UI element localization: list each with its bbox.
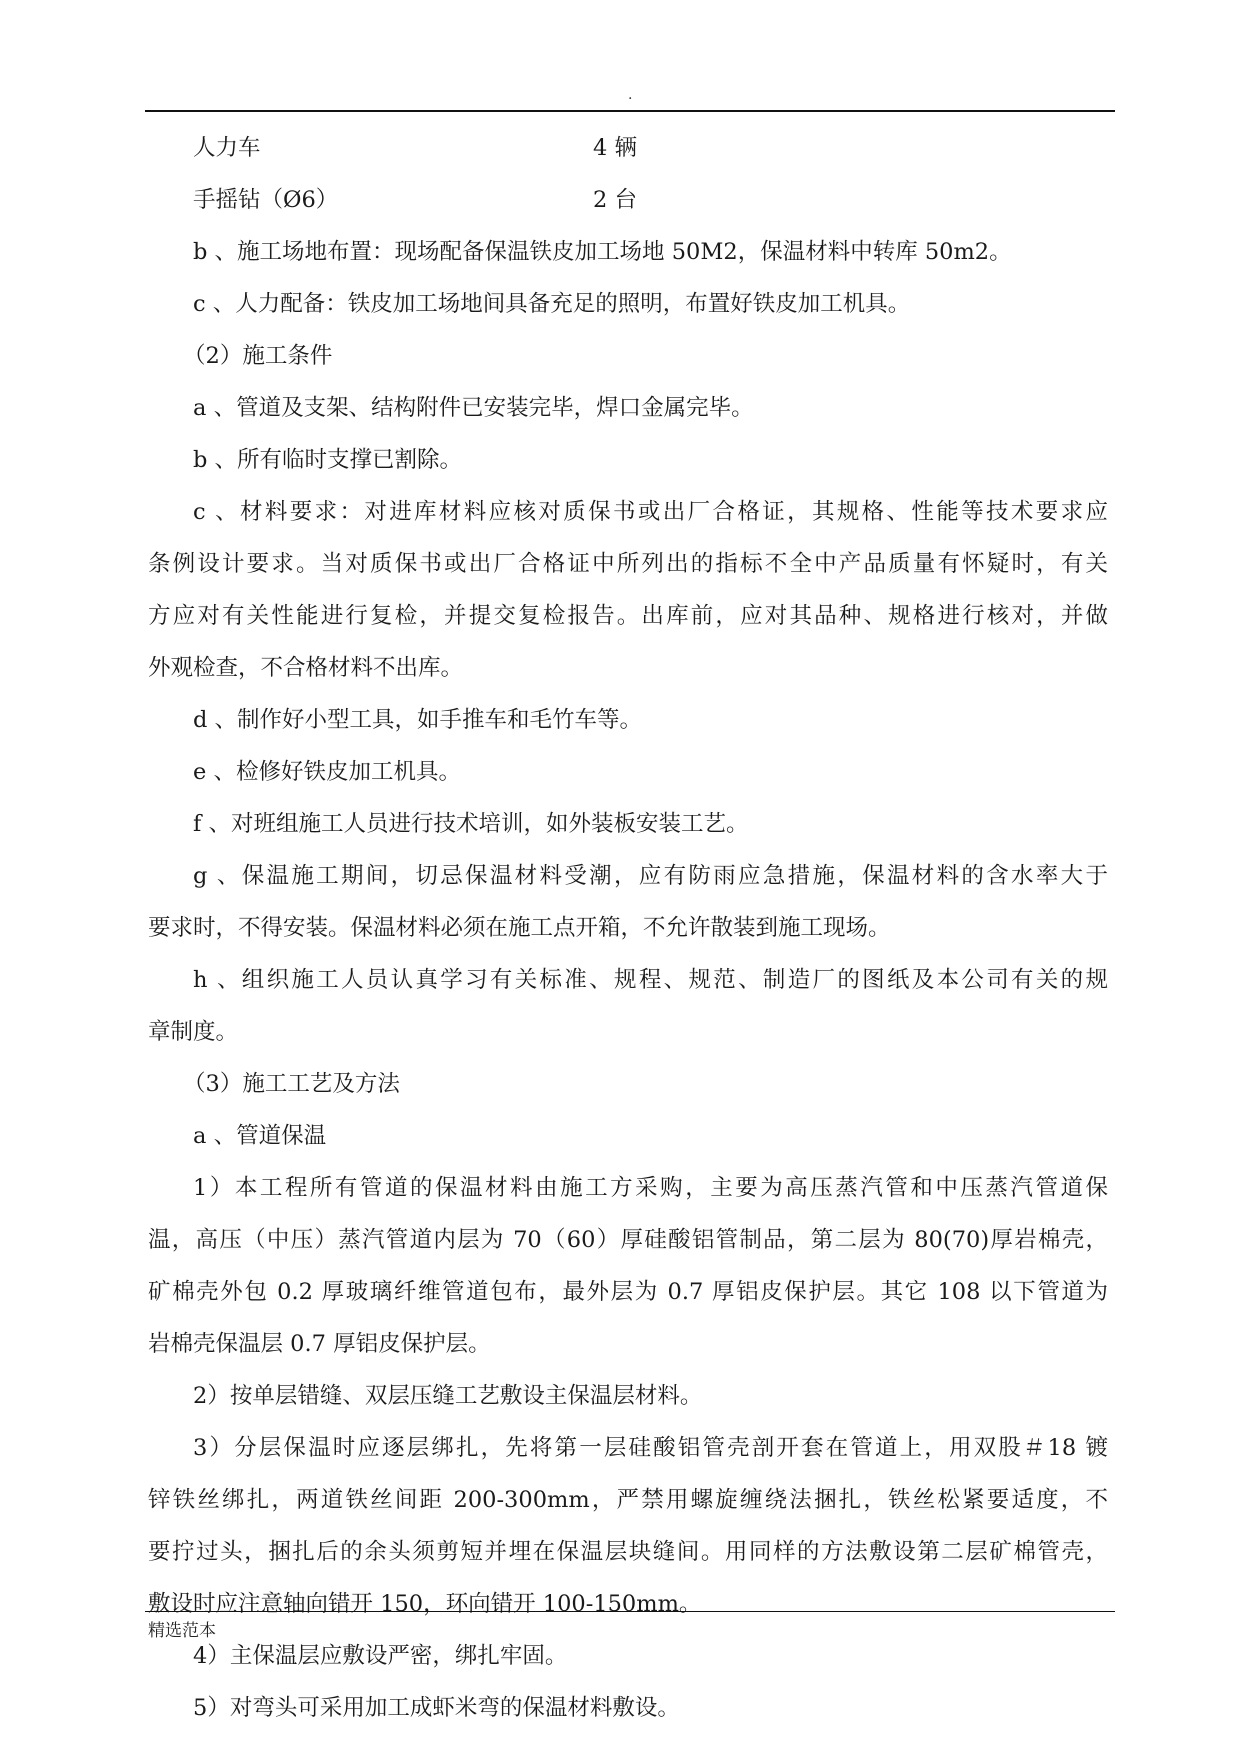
header-rule xyxy=(145,110,1115,112)
equipment-qty: 2 台 xyxy=(593,187,637,213)
paragraph-line: d 、制作好小型工具，如手推车和毛竹车等。 xyxy=(193,707,643,733)
equipment-name: 人力车 xyxy=(193,135,261,161)
section-heading: （2）施工条件 xyxy=(183,343,333,369)
document-body xyxy=(148,122,1108,1734)
paragraph-line: 4）主保温层应敷设严密，绑扎牢固。 xyxy=(193,1643,568,1669)
paragraph-line: 岩棉壳保温层 0.7 厚铝皮保护层。 xyxy=(148,1331,491,1357)
footer-rule xyxy=(145,1611,1115,1612)
paragraph-line: 方应对有关性能进行复检，并提交复检报告。出库前，应对其品种、规格进行核对，并做 xyxy=(148,603,1108,629)
footer-label: 精选范本 xyxy=(148,1621,216,1641)
paragraph-line: g 、保温施工期间，切忌保温材料受潮，应有防雨应急措施，保温材料的含水率大于 xyxy=(193,863,1108,889)
paragraph-line: 条例设计要求。当对质保书或出厂合格证中所列出的指标不全中产品质量有怀疑时，有关 xyxy=(148,551,1108,577)
paragraph-line: 要拧过头，捆扎后的余头须剪短并埋在保温层块缝间。用同样的方法敷设第二层矿棉管壳， xyxy=(148,1539,1108,1565)
equipment-qty: 4 辆 xyxy=(593,135,637,161)
paragraph-line: 2）按单层错缝、双层压缝工艺敷设主保温层材料。 xyxy=(193,1383,703,1409)
paragraph-line: 锌铁丝绑扎，两道铁丝间距 200-300mm，严禁用螺旋缠绕法捆扎，铁丝松紧要适度，不 xyxy=(148,1487,1108,1513)
equipment-name: 手摇钻（Ø6） xyxy=(193,187,339,213)
header-mark: . xyxy=(628,87,633,103)
section-heading: （3）施工工艺及方法 xyxy=(183,1071,400,1097)
paragraph-line: e 、检修好铁皮加工机具。 xyxy=(193,759,461,785)
paragraph-line: 3）分层保温时应逐层绑扎，先将第一层硅酸铝管壳剖开套在管道上，用双股＃18 镀 xyxy=(193,1435,1108,1461)
paragraph-line: 矿棉壳外包 0.2 厚玻璃纤维管道包布，最外层为 0.7 厚铝皮保护层。其它 108 以下管道为 xyxy=(148,1279,1108,1305)
paragraph-line: 敷设时应注意轴向错开 150，环向错开 100-150mm。 xyxy=(148,1591,702,1617)
paragraph-line: a 、管道及支架、结构附件已安装完毕，焊口金属完毕。 xyxy=(193,395,754,421)
paragraph-line: f 、对班组施工人员进行技术培训，如外装板安装工艺。 xyxy=(193,811,749,837)
paragraph-line: 5）对弯头可采用加工成虾米弯的保温材料敷设。 xyxy=(193,1695,680,1721)
paragraph-line: 外观检查，不合格材料不出库。 xyxy=(148,655,464,681)
paragraph-line: 温，高压（中压）蒸汽管道内层为 70（60）厚硅酸铝管制品，第二层为 80(70)厚岩棉壳， xyxy=(148,1227,1108,1253)
paragraph-line: b 、施工场地布置：现场配备保温铁皮加工场地 50M2，保温材料中转库 50m2。 xyxy=(193,239,1012,265)
equipment-row xyxy=(148,122,1108,174)
paragraph-line: h 、组织施工人员认真学习有关标准、规程、规范、制造厂的图纸及本公司有关的规 xyxy=(193,967,1108,993)
paragraph-line: 要求时，不得安装。保温材料必须在施工点开箱，不允许散装到施工现场。 xyxy=(148,915,891,941)
paragraph-line: 章制度。 xyxy=(148,1019,239,1045)
subsection-heading: a 、管道保温 xyxy=(193,1123,327,1149)
equipment-row xyxy=(148,174,1108,226)
paragraph-line: c 、人力配备：铁皮加工场地间具备充足的照明，布置好铁皮加工机具。 xyxy=(193,291,911,317)
paragraph-line: b 、所有临时支撑已割除。 xyxy=(193,447,463,473)
paragraph-line: c 、材料要求：对进库材料应核对质保书或出厂合格证，其规格、性能等技术要求应 xyxy=(193,499,1108,525)
paragraph-line: 1）本工程所有管道的保温材料由施工方采购，主要为高压蒸汽管和中压蒸汽管道保 xyxy=(193,1175,1108,1201)
